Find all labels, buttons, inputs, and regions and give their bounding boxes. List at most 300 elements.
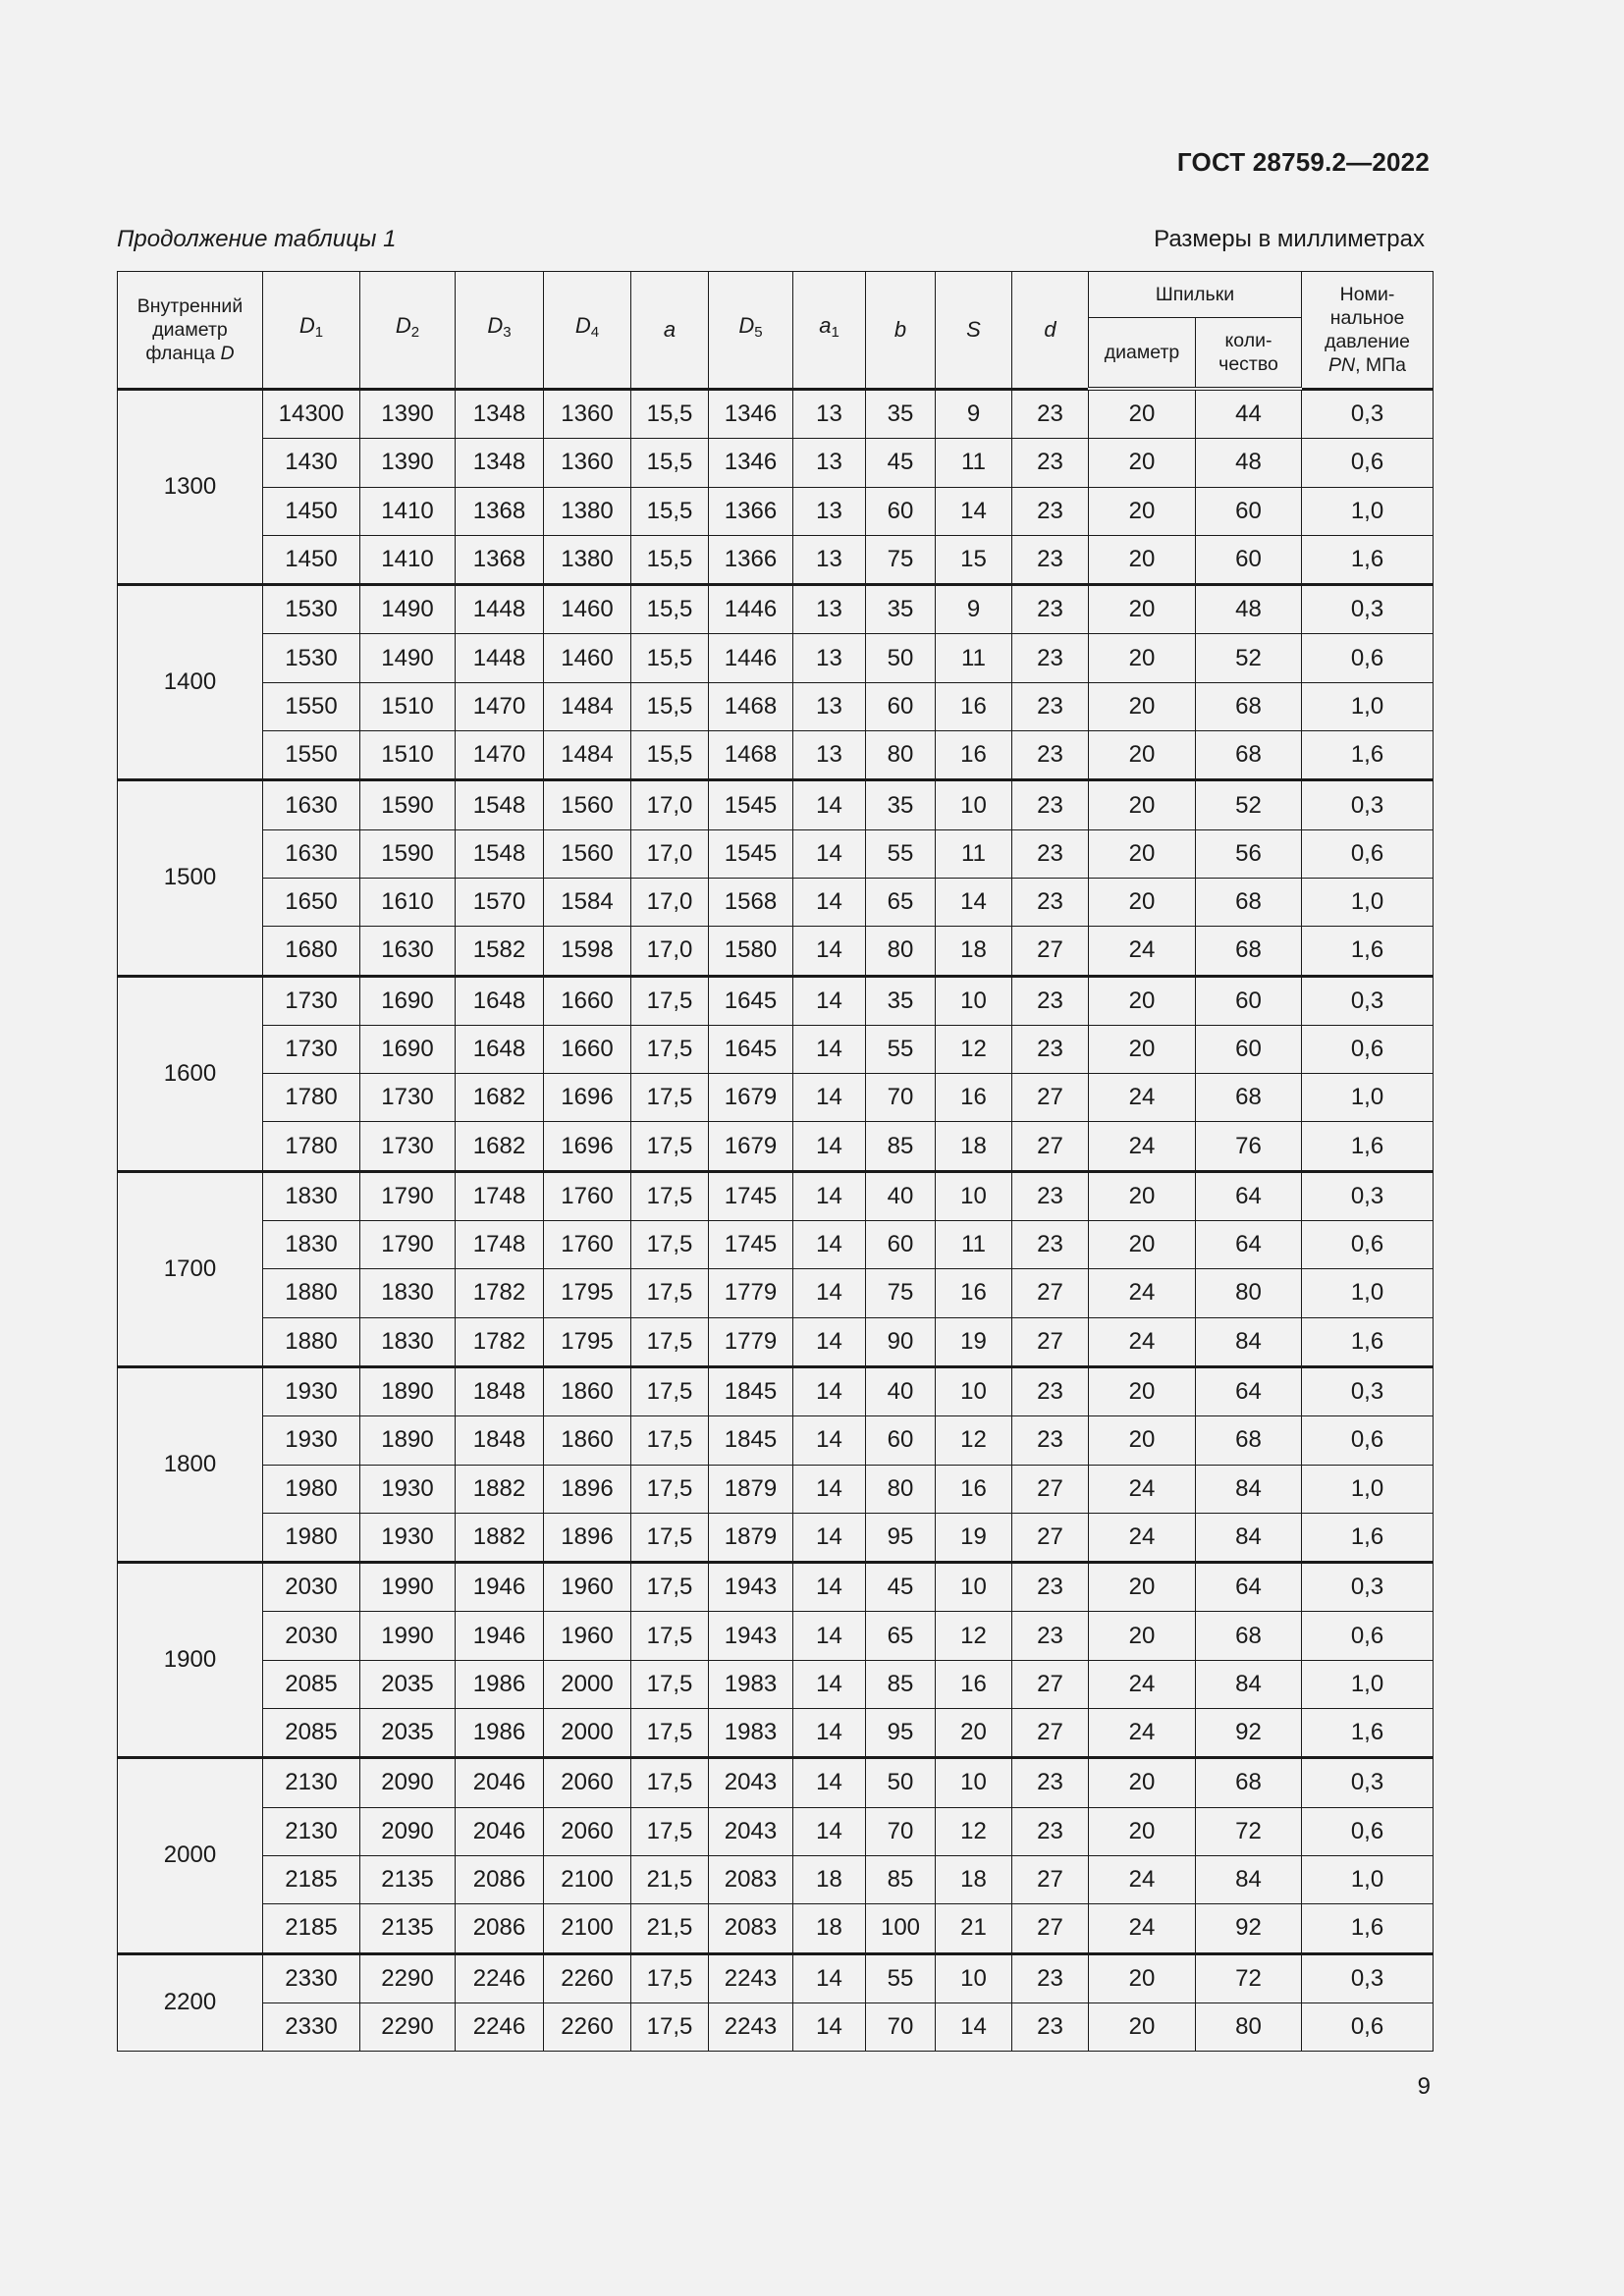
table-cell: 23 [1012,487,1089,535]
table-cell: 64 [1196,1171,1302,1220]
table-cell: 100 [866,1904,936,1953]
table-cell: 20 [1089,1563,1196,1612]
table-cell: 20 [1089,1416,1196,1465]
table-cell: 0,3 [1302,780,1434,829]
table-cell: 20 [1089,389,1196,439]
table-cell: 24 [1089,1660,1196,1708]
table-cell: 0,3 [1302,389,1434,439]
table-cell: 1410 [360,535,456,584]
table-cell: 2000 [544,1709,631,1758]
table-cell: 52 [1196,634,1302,682]
table-cell: 20 [1089,439,1196,487]
table-cell: 20 [1089,585,1196,634]
table-cell: 23 [1012,1025,1089,1073]
table-cell: 1782 [456,1269,544,1317]
table-cell: 1682 [456,1074,544,1122]
table-cell: 1960 [544,1563,631,1612]
table-cell: 56 [1196,829,1302,878]
table-cell: 0,6 [1302,2002,1434,2051]
table-cell: 1366 [709,487,793,535]
table-cell: 80 [866,731,936,780]
table-row [118,780,1434,829]
table-cell: 1610 [360,878,456,926]
table-cell: 23 [1012,535,1089,584]
table-cell: 14 [793,1317,866,1366]
table-cell: 27 [1012,1855,1089,1903]
table-cell: 20 [1089,731,1196,780]
table-cell: 13 [793,585,866,634]
table-cell: 24 [1089,1465,1196,1513]
table-cell: 1368 [456,535,544,584]
table-cell: 0,3 [1302,1953,1434,2002]
table-cell: 68 [1196,682,1302,730]
table-cell: 24 [1089,1709,1196,1758]
table-cell: 1986 [456,1709,544,1758]
table-cell: 17,5 [631,1807,709,1855]
table-cell: 1930 [263,1366,360,1415]
table-cell: 23 [1012,1612,1089,1660]
table-cell: 2185 [263,1855,360,1903]
table-cell: 1730 [263,1025,360,1073]
table-cell: 1980 [263,1465,360,1513]
table-cell: 17,0 [631,780,709,829]
table-cell: 1782 [456,1317,544,1366]
table-cell: 24 [1089,1074,1196,1122]
table-cell: 1830 [360,1317,456,1366]
table-cell: 24 [1089,1513,1196,1562]
table-body [118,389,1434,2052]
table-cell: 0,6 [1302,1221,1434,1269]
table-cell: 1510 [360,682,456,730]
table-cell: 1,6 [1302,1904,1434,1953]
table-cell: 14 [793,976,866,1025]
table-cell: 18 [793,1855,866,1903]
table-cell: 1660 [544,1025,631,1073]
table-cell: 1590 [360,780,456,829]
table-cell: 1545 [709,780,793,829]
table-cell: 52 [1196,780,1302,829]
table-cell: 27 [1012,1074,1089,1122]
table-cell: 60 [866,1221,936,1269]
table-cell: 15,5 [631,535,709,584]
cell-inner-diameter: 1300 [118,389,263,585]
table-cell: 2100 [544,1855,631,1903]
table-cell: 1346 [709,439,793,487]
table-cell: 1470 [456,731,544,780]
table-cell: 17,5 [631,1317,709,1366]
table-row [118,585,1434,634]
table-cell: 1983 [709,1709,793,1758]
table-cell: 68 [1196,1416,1302,1465]
table-cell: 75 [866,1269,936,1317]
table-cell: 14 [793,1465,866,1513]
table-cell: 92 [1196,1709,1302,1758]
table-cell: 1530 [263,634,360,682]
table-cell: 14 [793,1366,866,1415]
table-cell: 14 [793,1074,866,1122]
table-cell: 17,5 [631,1563,709,1612]
table-cell: 1468 [709,731,793,780]
table-cell: 14 [793,1612,866,1660]
table-cell: 20 [1089,976,1196,1025]
table-cell: 2330 [263,1953,360,2002]
table-cell: 15,5 [631,585,709,634]
table-cell: 14300 [263,389,360,439]
table-cell: 11 [936,439,1012,487]
table-cell: 2260 [544,2002,631,2051]
table-cell: 1779 [709,1317,793,1366]
cell-inner-diameter: 1700 [118,1171,263,1366]
table-cell: 64 [1196,1221,1302,1269]
table-cell: 17,5 [631,1025,709,1073]
table-cell: 2043 [709,1807,793,1855]
table-cell: 45 [866,439,936,487]
col-group-studs: Шпильки [1089,272,1302,318]
table-cell: 95 [866,1513,936,1562]
table-cell: 44 [1196,389,1302,439]
table-cell: 2085 [263,1660,360,1708]
table-cell: 64 [1196,1366,1302,1415]
table-cell: 14 [793,1758,866,1807]
table-cell: 2083 [709,1855,793,1903]
table-cell: 2185 [263,1904,360,1953]
table-cell: 10 [936,1953,1012,2002]
table-cell: 1530 [263,585,360,634]
table-cell: 2330 [263,2002,360,2051]
table-cell: 11 [936,1221,1012,1269]
table-cell: 23 [1012,1563,1089,1612]
table-cell: 40 [866,1171,936,1220]
table-cell: 1860 [544,1416,631,1465]
table-cell: 1748 [456,1171,544,1220]
table-cell: 2000 [544,1660,631,1708]
table-cell: 76 [1196,1122,1302,1171]
table-cell: 15 [936,535,1012,584]
table-cell: 45 [866,1563,936,1612]
table-cell: 1946 [456,1612,544,1660]
table-cell: 1,6 [1302,1317,1434,1366]
table-cell: 14 [936,2002,1012,2051]
table-cell: 13 [793,731,866,780]
table-cell: 23 [1012,634,1089,682]
table-cell: 60 [1196,535,1302,584]
col-inner-diameter: Внутренний диаметр фланца D [118,272,263,390]
table-cell: 20 [1089,780,1196,829]
table-cell: 1645 [709,976,793,1025]
table-cell: 35 [866,585,936,634]
table-cell: 35 [866,976,936,1025]
table-cell: 1,0 [1302,682,1434,730]
table-row [118,976,1434,1025]
table-cell: 13 [793,389,866,439]
table-row [118,682,1434,730]
table-cell: 1,6 [1302,1709,1434,1758]
table-cell: 13 [793,487,866,535]
cell-inner-diameter: 2000 [118,1758,263,1953]
table-cell: 14 [793,1171,866,1220]
table-cell: 1730 [360,1074,456,1122]
table-cell: 60 [1196,487,1302,535]
table-cell: 10 [936,780,1012,829]
table-cell: 0,6 [1302,829,1434,878]
table-cell: 1830 [360,1269,456,1317]
table-cell: 9 [936,389,1012,439]
table-cell: 80 [866,927,936,976]
table-row [118,1709,1434,1758]
table-cell: 17,5 [631,2002,709,2051]
col-D3: $D_3$ [456,272,544,390]
table-cell: 55 [866,1953,936,2002]
table-cell: 90 [866,1317,936,1366]
table-cell: 68 [1196,878,1302,926]
table-cell: 1,6 [1302,1122,1434,1171]
table-cell: 0,3 [1302,976,1434,1025]
table-cell: 80 [866,1465,936,1513]
table-cell: 60 [1196,1025,1302,1073]
table-cell: 1,0 [1302,487,1434,535]
col-D5: $D_5$ [709,272,793,390]
table-cell: 20 [1089,1807,1196,1855]
table-cell: 1360 [544,389,631,439]
table-row [118,1317,1434,1366]
table-cell: 27 [1012,1709,1089,1758]
table-cell: 23 [1012,829,1089,878]
table-cell: 0,6 [1302,1807,1434,1855]
table-cell: 23 [1012,389,1089,439]
table-cell: 55 [866,1025,936,1073]
table-cell: 1450 [263,487,360,535]
table-cell: 21,5 [631,1904,709,1953]
table-cell: 14 [793,1025,866,1073]
table-cell: 1845 [709,1366,793,1415]
table-cell: 2243 [709,2002,793,2051]
table-cell: 14 [793,878,866,926]
flange-dimensions-table [117,271,1434,2052]
table-cell: 1484 [544,682,631,730]
table-row [118,1563,1434,1612]
table-cell: 2290 [360,1953,456,2002]
table-cell: 20 [936,1709,1012,1758]
table-cell: 1,0 [1302,1269,1434,1317]
table-cell: 9 [936,585,1012,634]
cell-inner-diameter: 1900 [118,1563,263,1758]
table-cell: 0,3 [1302,585,1434,634]
table-cell: 1598 [544,927,631,976]
table-cell: 0,6 [1302,439,1434,487]
table-cell: 15,5 [631,634,709,682]
table-cell: 14 [793,1660,866,1708]
table-cell: 19 [936,1513,1012,1562]
table-cell: 1390 [360,389,456,439]
table-cell: 1648 [456,1025,544,1073]
table-cell: 13 [793,682,866,730]
table-cell: 13 [793,535,866,584]
table-cell: 2130 [263,1758,360,1807]
table-cell: 15,5 [631,731,709,780]
table-cell: 10 [936,1563,1012,1612]
table-cell: 1368 [456,487,544,535]
table-cell: 1960 [544,1612,631,1660]
table-row [118,878,1434,926]
table-cell: 23 [1012,2002,1089,2051]
table-cell: 17,5 [631,1074,709,1122]
table-cell: 2085 [263,1709,360,1758]
table-cell: 14 [793,1269,866,1317]
table-cell: 14 [793,1221,866,1269]
table-cell: 17,5 [631,1269,709,1317]
table-cell: 60 [866,487,936,535]
table-cell: 1570 [456,878,544,926]
table-cell: 1650 [263,878,360,926]
table-cell: 2243 [709,1953,793,2002]
table-cell: 2046 [456,1807,544,1855]
table-cell: 12 [936,1025,1012,1073]
table-cell: 55 [866,829,936,878]
table-cell: 72 [1196,1953,1302,2002]
table-cell: 1460 [544,634,631,682]
table-cell: 17,5 [631,1221,709,1269]
table-cell: 10 [936,1171,1012,1220]
table-cell: 2100 [544,1904,631,1953]
table-cell: 1446 [709,585,793,634]
table-cell: 17,5 [631,976,709,1025]
table-cell: 20 [1089,829,1196,878]
table-cell: 70 [866,1074,936,1122]
table-cell: 17,5 [631,1660,709,1708]
units-note: Размеры в миллиметрах [1154,226,1425,252]
table-row [118,1025,1434,1073]
table-cell: 17,5 [631,1416,709,1465]
table-cell: 20 [1089,1758,1196,1807]
table-cell: 24 [1089,927,1196,976]
table-cell: 23 [1012,731,1089,780]
table-cell: 1690 [360,1025,456,1073]
table-cell: 17,5 [631,1758,709,1807]
table-cell: 17,5 [631,1366,709,1415]
table-cell: 0,3 [1302,1758,1434,1807]
table-cell: 2046 [456,1758,544,1807]
table-cell: 24 [1089,1317,1196,1366]
table-row [118,1171,1434,1220]
table-row [118,1269,1434,1317]
table-cell: 1560 [544,829,631,878]
table-row [118,1221,1434,1269]
table-cell: 16 [936,731,1012,780]
table-cell: 16 [936,1660,1012,1708]
table-row [118,829,1434,878]
table-cell: 2035 [360,1709,456,1758]
table-cell: 0,3 [1302,1563,1434,1612]
table-cell: 1795 [544,1269,631,1317]
table-cell: 1930 [360,1513,456,1562]
table-cell: 1590 [360,829,456,878]
table-cell: 13 [793,634,866,682]
table-cell: 1490 [360,634,456,682]
table-cell: 27 [1012,1269,1089,1317]
table-cell: 1690 [360,976,456,1025]
table-cell: 1930 [360,1465,456,1513]
table-cell: 20 [1089,535,1196,584]
table-cell: 21 [936,1904,1012,1953]
table-row [118,1074,1434,1122]
table-cell: 1360 [544,439,631,487]
table-cell: 18 [936,927,1012,976]
table-cell: 27 [1012,927,1089,976]
table-cell: 1366 [709,535,793,584]
table-cell: 85 [866,1122,936,1171]
table-cell: 1380 [544,535,631,584]
table-cell: 75 [866,535,936,584]
cell-inner-diameter: 2200 [118,1953,263,2052]
table-cell: 84 [1196,1855,1302,1903]
table-cell: 23 [1012,1171,1089,1220]
col-D1: $D_1$ [263,272,360,390]
table-cell: 1448 [456,634,544,682]
table-cell: 35 [866,389,936,439]
table-cell: 17,5 [631,1171,709,1220]
table-cell: 1560 [544,780,631,829]
table-cell: 1584 [544,878,631,926]
table-cell: 1943 [709,1563,793,1612]
table-cell: 1,6 [1302,731,1434,780]
table-cell: 48 [1196,439,1302,487]
table-cell: 14 [793,1416,866,1465]
table-cell: 1446 [709,634,793,682]
table-row [118,1660,1434,1708]
table-cell: 12 [936,1612,1012,1660]
table-cell: 23 [1012,682,1089,730]
table-row [118,1807,1434,1855]
table-cell: 1879 [709,1465,793,1513]
table-cell: 80 [1196,1269,1302,1317]
table-cell: 23 [1012,1221,1089,1269]
table-row [118,389,1434,439]
table-cell: 1896 [544,1513,631,1562]
table-cell: 1490 [360,585,456,634]
table-cell: 11 [936,829,1012,878]
table-cell: 1696 [544,1074,631,1122]
table-row [118,1953,1434,2002]
cell-inner-diameter: 1400 [118,585,263,780]
table-row [118,1465,1434,1513]
table-cell: 1660 [544,976,631,1025]
table-cell: 24 [1089,1855,1196,1903]
table-row [118,1513,1434,1562]
table-cell: 1348 [456,389,544,439]
table-row [118,487,1434,535]
table-cell: 2043 [709,1758,793,1807]
table-cell: 2260 [544,1953,631,2002]
table-cell: 20 [1089,1171,1196,1220]
table-cell: 1779 [709,1269,793,1317]
table-cell: 1990 [360,1563,456,1612]
table-cell: 1679 [709,1074,793,1122]
table-row [118,634,1434,682]
table-cell: 1990 [360,1612,456,1660]
table-row [118,1416,1434,1465]
table-cell: 27 [1012,1122,1089,1171]
table-cell: 1943 [709,1612,793,1660]
table-cell: 64 [1196,1563,1302,1612]
table-cell: 1795 [544,1317,631,1366]
table-cell: 16 [936,1465,1012,1513]
table-cell: 60 [1196,976,1302,1025]
table-cell: 14 [793,1122,866,1171]
table-cell: 1470 [456,682,544,730]
table-cell: 20 [1089,1025,1196,1073]
table-cell: 1848 [456,1366,544,1415]
table-cell: 20 [1089,878,1196,926]
